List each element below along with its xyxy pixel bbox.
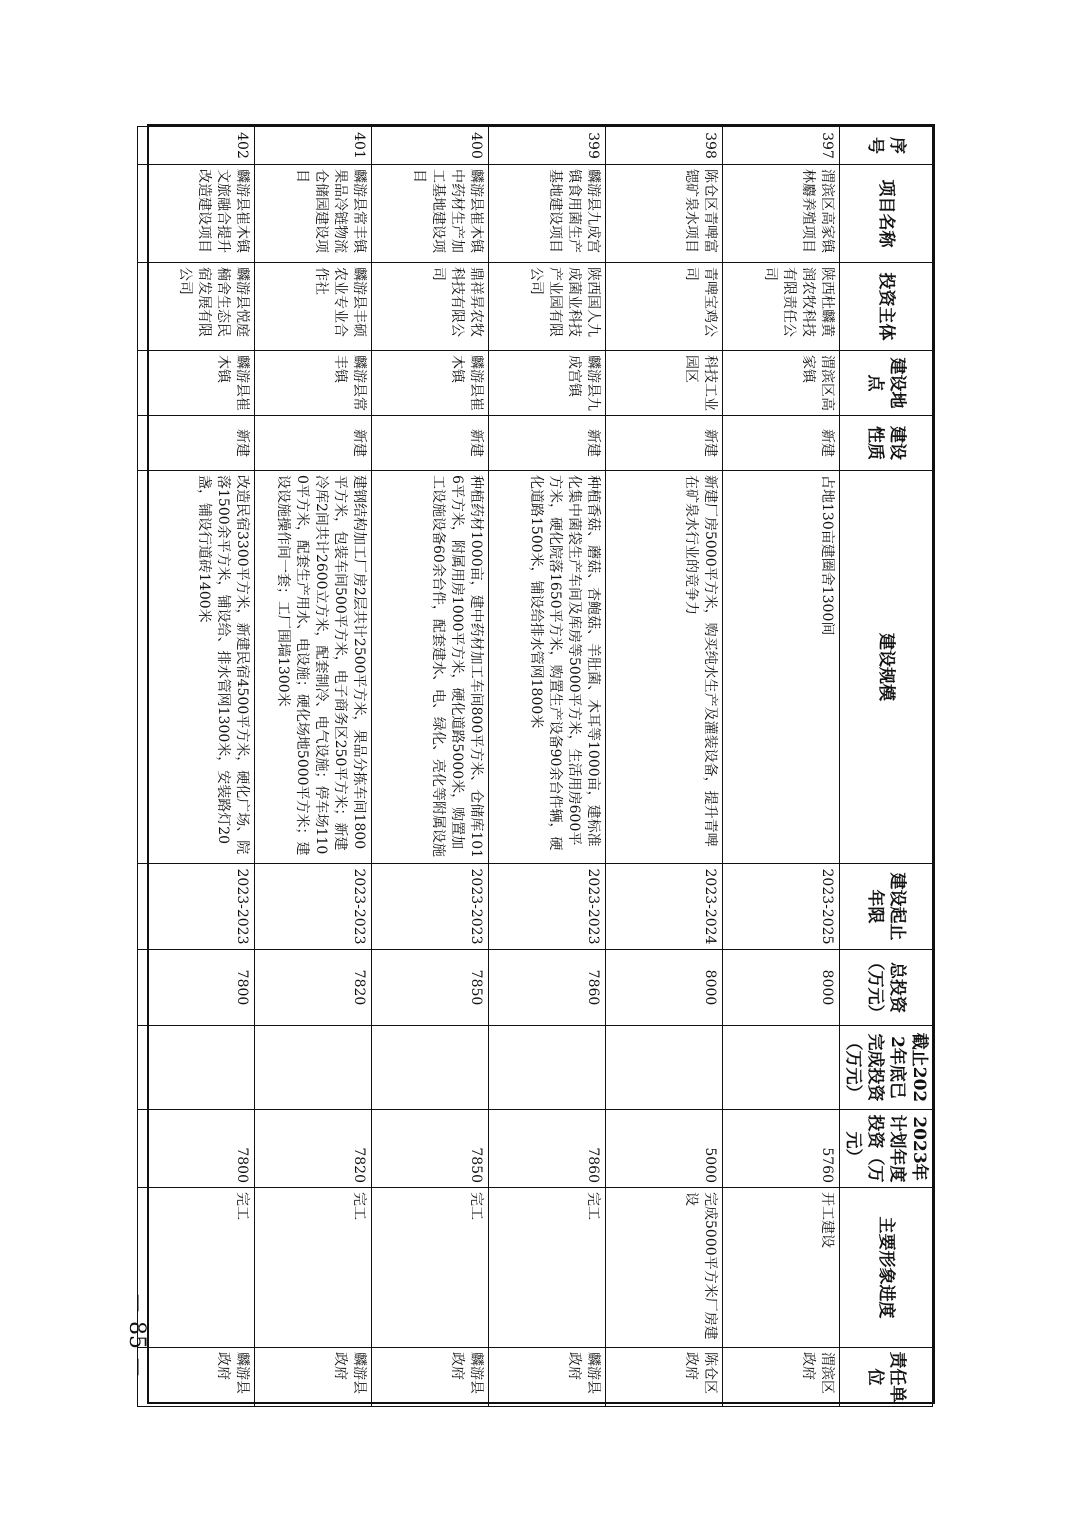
- cell-progress: 完工: [255, 1188, 372, 1348]
- cell-location: 麟游县九成宫镇: [489, 351, 606, 416]
- cell-completed: [723, 1026, 840, 1110]
- cell-period: 2023-2023: [138, 864, 255, 950]
- cell-total: 7800: [138, 950, 255, 1026]
- cell-investor: 青啤宝鸡公司: [606, 263, 723, 351]
- header-completed: 截止2022年底已完成投资（万元）: [840, 1026, 933, 1110]
- cell-plan2023: 5760: [723, 1110, 840, 1188]
- header-unit: 责任单位: [840, 1348, 933, 1407]
- cell-nature: 新建: [723, 416, 840, 471]
- cell-name: 麟游县崔木镇文旅融合提升改造建设项目: [138, 165, 255, 263]
- header-location: 建设地点: [840, 351, 933, 416]
- cell-name: 陈仓区青啤富锶矿泉水项目: [606, 165, 723, 263]
- header-progress: 主要形象进度: [840, 1188, 933, 1348]
- header-seq: 序号: [840, 127, 933, 165]
- cell-investor: 陕西杜麟黄润农牧科技有限责任公司: [723, 263, 840, 351]
- cell-name: 麟游县崔木镇中药材生产加工基地建设项目: [372, 165, 489, 263]
- cell-seq: 400: [372, 127, 489, 165]
- cell-progress: 完工: [372, 1188, 489, 1348]
- cell-total: 8000: [723, 950, 840, 1026]
- cell-seq: 397: [723, 127, 840, 165]
- cell-nature: 新建: [372, 416, 489, 471]
- cell-investor: 麟游县丰硕农业专业合作社: [255, 263, 372, 351]
- project-table: [147, 124, 935, 1404]
- cell-plan2023: 5000: [606, 1110, 723, 1188]
- cell-completed: [606, 1026, 723, 1110]
- cell-unit: 麟游县政府: [489, 1348, 606, 1407]
- header-period: 建设起止年限: [840, 864, 933, 950]
- cell-period: 2023-2023: [489, 864, 606, 950]
- header-scale: 建设规模: [840, 471, 933, 864]
- cell-scale: 建钢结构加工厂房2层共计2500平方米，果品分拣车间1800平方米，包装车间500平方米，电子商务区250平方米；新建冷库2间共计2600立方米，配套制冷、电气设施；停车场1100平方米，配套生产用水、电设施；硬化场地5000平方米；建设设施操作间一套；工厂围墙1300米: [255, 471, 372, 864]
- cell-investor: 鼎祥昇农牧科技有限公司: [372, 263, 489, 351]
- cell-completed: [255, 1026, 372, 1110]
- table-row: [372, 127, 489, 1407]
- cell-plan2023: 7850: [372, 1110, 489, 1188]
- cell-scale: 改造民宿3300平方米，新建民宿4500平方米，硬化广场、院落1500余平方米，铺设给、排水管网1300米，安装路灯20盏，铺设行道砖1400米: [138, 471, 255, 864]
- page-number: － 85 －: [124, 1292, 149, 1378]
- cell-unit: 麟游县政府: [372, 1348, 489, 1407]
- cell-location: 渭滨区高家镇: [723, 351, 840, 416]
- cell-scale: 新建厂房5000平方米，购买纯水生产及灌装设备，提升青啤在矿泉水行业的竞争力: [606, 471, 723, 864]
- cell-location: 麟游县常丰镇: [255, 351, 372, 416]
- table-row: [723, 127, 840, 1407]
- header-plan2023: 2023年计划年度投资（万元）: [840, 1110, 933, 1188]
- cell-unit: 陈仓区政府: [606, 1348, 723, 1407]
- cell-unit: 麟游县政府: [138, 1348, 255, 1407]
- cell-completed: [372, 1026, 489, 1110]
- cell-scale: 种植药材1000亩，建中药材加工车间800平方米、仓储库1016平方米，附属用房1000平方米，硬化道路5000米，购置加工设施设备60余台件，配套建水、电、绿化、亮化等附属设施: [372, 471, 489, 864]
- cell-plan2023: 7820: [255, 1110, 372, 1188]
- cell-seq: 399: [489, 127, 606, 165]
- cell-period: 2023-2023: [255, 864, 372, 950]
- cell-completed: [489, 1026, 606, 1110]
- cell-location: 科技工业园区: [606, 351, 723, 416]
- cell-name: 渭滨区高家镇林麝养殖项目: [723, 165, 840, 263]
- cell-progress: 完工: [489, 1188, 606, 1348]
- cell-investor: 陕西国人九成菌业科技产业园有限公司: [489, 263, 606, 351]
- cell-unit: 麟游县政府: [255, 1348, 372, 1407]
- cell-completed: [138, 1026, 255, 1110]
- table-row: [489, 127, 606, 1407]
- cell-nature: 新建: [138, 416, 255, 471]
- cell-name: 麟游县常丰镇果品冷链物流仓储园建设项目: [255, 165, 372, 263]
- cell-progress: 开工建设: [723, 1188, 840, 1348]
- cell-period: 2023-2024: [606, 864, 723, 950]
- cell-investor: 麟游县悦庭楠舍生态民宿发展有限公司: [138, 263, 255, 351]
- cell-scale: 占地130亩建圈舍1300间: [723, 471, 840, 864]
- cell-nature: 新建: [606, 416, 723, 471]
- cell-progress: 完工: [138, 1188, 255, 1348]
- cell-progress: 完成5000平方米厂房建设: [606, 1188, 723, 1348]
- cell-nature: 新建: [489, 416, 606, 471]
- cell-plan2023: 7860: [489, 1110, 606, 1188]
- cell-seq: 401: [255, 127, 372, 165]
- cell-period: 2023-2023: [372, 864, 489, 950]
- cell-seq: 402: [138, 127, 255, 165]
- table-header-row: [840, 127, 933, 1407]
- table-row: [255, 127, 372, 1407]
- cell-nature: 新建: [255, 416, 372, 471]
- cell-total: 7820: [255, 950, 372, 1026]
- cell-seq: 398: [606, 127, 723, 165]
- header-investor: 投资主体: [840, 263, 933, 351]
- table-row: [606, 127, 723, 1407]
- cell-unit: 渭滨区政府: [723, 1348, 840, 1407]
- header-total: 总投资（万元）: [840, 950, 933, 1026]
- cell-plan2023: 7800: [138, 1110, 255, 1188]
- cell-location: 麟游县崔木镇: [138, 351, 255, 416]
- table-row: [138, 127, 255, 1407]
- cell-total: 8000: [606, 950, 723, 1026]
- cell-scale: 种植香菇、蘑菇、杏鲍菇、羊肚菌、木耳等1000亩，建标准化集中菌袋生产车间及库房等5000平方米，生活用房600平方米，硬化院落1650平方米，购置生产设备90余台件辆，硬化道路1500米，铺设给排水管网1800米: [489, 471, 606, 864]
- cell-total: 7850: [372, 950, 489, 1026]
- rotated-page: [147, 124, 935, 1404]
- header-name: 项目名称: [840, 165, 933, 263]
- cell-location: 麟游县崔木镇: [372, 351, 489, 416]
- cell-name: 麟游县九成宫镇食用菌生产基地建设项目: [489, 165, 606, 263]
- cell-total: 7860: [489, 950, 606, 1026]
- cell-period: 2023-2025: [723, 864, 840, 950]
- header-nature: 建设性质: [840, 416, 933, 471]
